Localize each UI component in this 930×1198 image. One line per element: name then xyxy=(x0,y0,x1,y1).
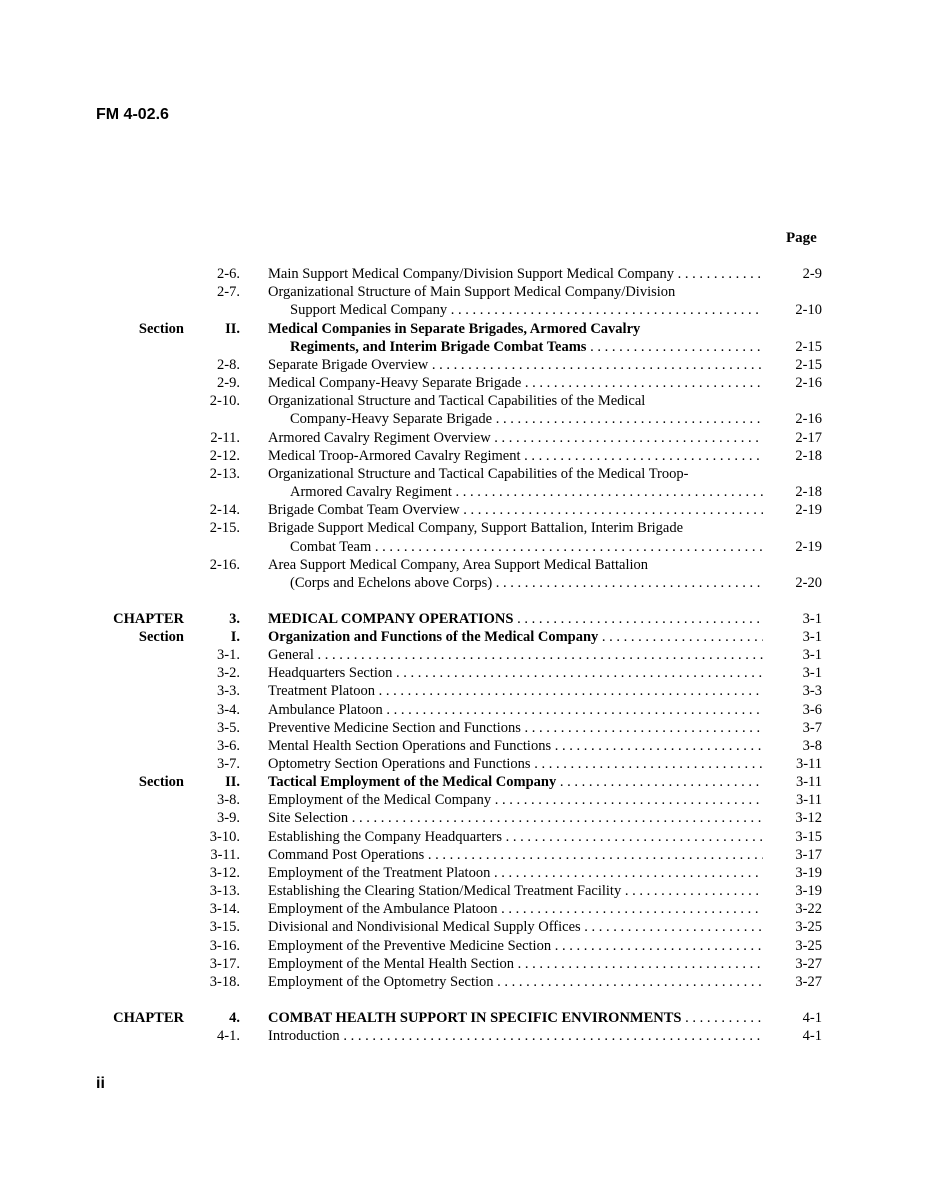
toc-label: CHAPTER xyxy=(113,1010,184,1026)
toc-page: 2-19 xyxy=(795,502,822,518)
toc-row xyxy=(0,374,930,392)
toc-row xyxy=(0,538,930,556)
page-column-label: Page xyxy=(786,230,817,246)
toc-page: 3-1 xyxy=(802,647,822,663)
toc-number: 3-1. xyxy=(217,647,240,663)
toc-title: Command Post Operations . . . xyxy=(268,846,763,864)
toc-row xyxy=(0,882,930,900)
toc-title: Divisional and Nondivisional Medical Supply Offices . . . xyxy=(268,918,763,936)
toc-page: 3-12 xyxy=(795,810,822,826)
toc-row xyxy=(0,900,930,918)
toc-row xyxy=(0,610,930,628)
toc-number: 3-6. xyxy=(217,738,240,754)
toc-label: Section xyxy=(138,321,184,337)
toc-row xyxy=(0,973,930,991)
toc-number: 4. xyxy=(229,1010,240,1026)
toc-page: 3-25 xyxy=(795,919,822,935)
toc-page: 3-11 xyxy=(795,774,822,790)
toc-number: 2-13. xyxy=(209,466,240,482)
toc-row xyxy=(0,320,930,338)
toc-row xyxy=(0,501,930,519)
toc-page: 2-15 xyxy=(795,339,822,355)
toc-number: 2-14. xyxy=(209,502,240,518)
toc-number: 4-1. xyxy=(217,1028,240,1044)
toc-number: 3-4. xyxy=(217,702,240,718)
toc-title: Combat Team . . . xyxy=(290,538,763,556)
toc-title: Mental Health Section Operations and Functions . . . xyxy=(268,737,763,755)
toc-number: 3-15. xyxy=(209,919,240,935)
toc-page: 4-1 xyxy=(802,1010,822,1026)
toc-row xyxy=(0,429,930,447)
toc-page: 3-27 xyxy=(795,974,822,990)
toc-page: 2-17 xyxy=(795,430,822,446)
toc-title: Employment of the Optometry Section . . . xyxy=(268,973,763,991)
document-id: FM 4-02.6 xyxy=(96,106,169,123)
toc-number: 3-13. xyxy=(209,883,240,899)
toc-page: 3-1 xyxy=(802,665,822,681)
toc-label: CHAPTER xyxy=(113,611,184,627)
toc-title: Employment of the Treatment Platoon . . . xyxy=(268,864,763,882)
toc-number: 3-9. xyxy=(217,810,240,826)
toc-page: 3-25 xyxy=(795,938,822,954)
toc-row xyxy=(0,447,930,465)
toc-row xyxy=(0,682,930,700)
toc-title: Employment of the Mental Health Section . . . xyxy=(268,955,763,973)
toc-page: 3-3 xyxy=(802,683,822,699)
toc-page: 3-19 xyxy=(795,865,822,881)
toc-page: 3-19 xyxy=(795,883,822,899)
toc-page: 3-11 xyxy=(795,756,822,772)
toc-number: II. xyxy=(225,321,240,337)
toc-page: 2-15 xyxy=(795,357,822,373)
toc-row xyxy=(0,628,930,646)
toc-title: Armored Cavalry Regiment . . . xyxy=(290,483,763,501)
toc-title: Brigade Support Medical Company, Support Battalion, Interim Brigade xyxy=(268,520,684,536)
toc-row xyxy=(0,828,930,846)
toc-row xyxy=(0,773,930,791)
toc-row xyxy=(0,646,930,664)
toc-row xyxy=(0,1009,930,1027)
toc-number: 3-11. xyxy=(210,847,240,863)
toc-title: Optometry Section Operations and Functions . . . xyxy=(268,755,763,773)
toc-row xyxy=(0,574,930,592)
toc-title: Introduction . . . xyxy=(268,1027,763,1045)
toc-title: General . . . xyxy=(268,646,763,664)
toc-title: MEDICAL COMPANY OPERATIONS . . . xyxy=(268,610,763,628)
toc-title: Tactical Employment of the Medical Company . . . xyxy=(268,773,763,791)
toc-number: 3-5. xyxy=(217,720,240,736)
toc-title: Main Support Medical Company/Division Support Medical Company . . . xyxy=(268,265,763,283)
toc-number: 2-7. xyxy=(217,284,240,300)
toc-page: 2-18 xyxy=(795,484,822,500)
toc-page: 3-11 xyxy=(795,792,822,808)
toc-page: 3-15 xyxy=(795,829,822,845)
toc-number: 3. xyxy=(229,611,240,627)
toc-row xyxy=(0,556,930,574)
toc-number: 2-6. xyxy=(217,266,240,282)
toc-title: Regiments, and Interim Brigade Combat Teams . . . xyxy=(290,338,763,356)
toc-number: 3-10. xyxy=(209,829,240,845)
toc-row xyxy=(0,356,930,374)
toc-page: 3-6 xyxy=(802,702,822,718)
toc-number: 3-2. xyxy=(217,665,240,681)
toc-label: Section xyxy=(138,774,184,790)
toc-page: 3-27 xyxy=(795,956,822,972)
toc-page: 2-10 xyxy=(795,302,822,318)
toc-row xyxy=(0,664,930,682)
toc-title: Brigade Combat Team Overview . . . xyxy=(268,501,763,519)
toc-label: Section xyxy=(138,629,184,645)
toc-title: Organizational Structure of Main Support Medical Company/Division xyxy=(268,284,676,300)
toc-row xyxy=(0,392,930,410)
toc-row xyxy=(0,955,930,973)
toc-title: Company-Heavy Separate Brigade . . . xyxy=(290,410,763,428)
toc-page: 2-16 xyxy=(795,375,822,391)
toc-row xyxy=(0,283,930,301)
toc-title: Medical Companies in Separate Brigades, Armored Cavalry xyxy=(268,321,641,337)
toc-row xyxy=(0,265,930,283)
page-number: ii xyxy=(96,1075,105,1092)
toc-title: Ambulance Platoon . . . xyxy=(268,701,763,719)
toc-page: 2-20 xyxy=(795,575,822,591)
toc-row xyxy=(0,465,930,483)
toc-page: 3-1 xyxy=(802,611,822,627)
toc-page: 2-16 xyxy=(795,411,822,427)
toc-row xyxy=(0,701,930,719)
toc-title: Preventive Medicine Section and Functions . . . xyxy=(268,719,763,737)
toc-title: Medical Company-Heavy Separate Brigade . . . xyxy=(268,374,763,392)
toc-number: I. xyxy=(230,629,240,645)
toc-row xyxy=(0,737,930,755)
toc-row xyxy=(0,937,930,955)
toc-number: II. xyxy=(225,774,240,790)
toc-page: 2-9 xyxy=(802,266,822,282)
toc-number: 2-16. xyxy=(209,557,240,573)
toc-row xyxy=(0,483,930,501)
toc-row xyxy=(0,519,930,537)
toc-title: Area Support Medical Company, Area Support Medical Battalion xyxy=(268,557,649,573)
toc-page: 4-1 xyxy=(802,1028,822,1044)
toc-row xyxy=(0,918,930,936)
toc-row xyxy=(0,719,930,737)
toc-title: COMBAT HEALTH SUPPORT IN SPECIFIC ENVIRONMENTS . . . xyxy=(268,1009,763,1027)
toc-title: Establishing the Company Headquarters . . . xyxy=(268,828,763,846)
toc-title: Employment of the Preventive Medicine Section . . . xyxy=(268,937,763,955)
toc-title: Support Medical Company . . . xyxy=(290,301,763,319)
toc-title: Armored Cavalry Regiment Overview . . . xyxy=(268,429,763,447)
toc-row xyxy=(0,864,930,882)
toc-title: Headquarters Section . . . xyxy=(268,664,763,682)
toc-title: Organization and Functions of the Medical Company . . . xyxy=(268,628,763,646)
toc-number: 3-14. xyxy=(209,901,240,917)
toc-page: 3-17 xyxy=(795,847,822,863)
toc-number: 2-12. xyxy=(209,448,240,464)
toc-page: 3-1 xyxy=(802,629,822,645)
toc-page: 3-22 xyxy=(795,901,822,917)
toc-number: 2-10. xyxy=(209,393,240,409)
toc-number: 3-16. xyxy=(209,938,240,954)
toc-title: Medical Troop-Armored Cavalry Regiment . . . xyxy=(268,447,763,465)
toc-row xyxy=(0,791,930,809)
toc-number: 3-8. xyxy=(217,792,240,808)
toc-number: 3-12. xyxy=(209,865,240,881)
toc-page: 2-18 xyxy=(795,448,822,464)
toc-title: Separate Brigade Overview . . . xyxy=(268,356,763,374)
toc-title: (Corps and Echelons above Corps) . . . xyxy=(290,574,763,592)
toc-title: Organizational Structure and Tactical Capabilities of the Medical xyxy=(268,393,646,409)
toc-row xyxy=(0,301,930,319)
toc-number: 2-8. xyxy=(217,357,240,373)
toc-row xyxy=(0,338,930,356)
toc-title: Employment of the Medical Company . . . xyxy=(268,791,763,809)
toc-title: Treatment Platoon . . . xyxy=(268,682,763,700)
toc-number: 2-9. xyxy=(217,375,240,391)
toc-page: 3-8 xyxy=(802,738,822,754)
toc-number: 3-18. xyxy=(209,974,240,990)
toc-title: Organizational Structure and Tactical Capabilities of the Medical Troop- xyxy=(268,466,689,482)
toc-number: 2-11. xyxy=(210,430,240,446)
toc-row xyxy=(0,755,930,773)
toc-row xyxy=(0,846,930,864)
toc-page: 2-19 xyxy=(795,539,822,555)
toc-number: 3-17. xyxy=(209,956,240,972)
toc-number: 2-15. xyxy=(209,520,240,536)
toc-row xyxy=(0,410,930,428)
toc-title: Employment of the Ambulance Platoon . . . xyxy=(268,900,763,918)
toc-row xyxy=(0,809,930,827)
toc-row xyxy=(0,1027,930,1045)
toc-page: 3-7 xyxy=(802,720,822,736)
toc-title: Site Selection . . . xyxy=(268,809,763,827)
toc-title: Establishing the Clearing Station/Medical Treatment Facility . . . xyxy=(268,882,763,900)
toc-number: 3-7. xyxy=(217,756,240,772)
toc-number: 3-3. xyxy=(217,683,240,699)
